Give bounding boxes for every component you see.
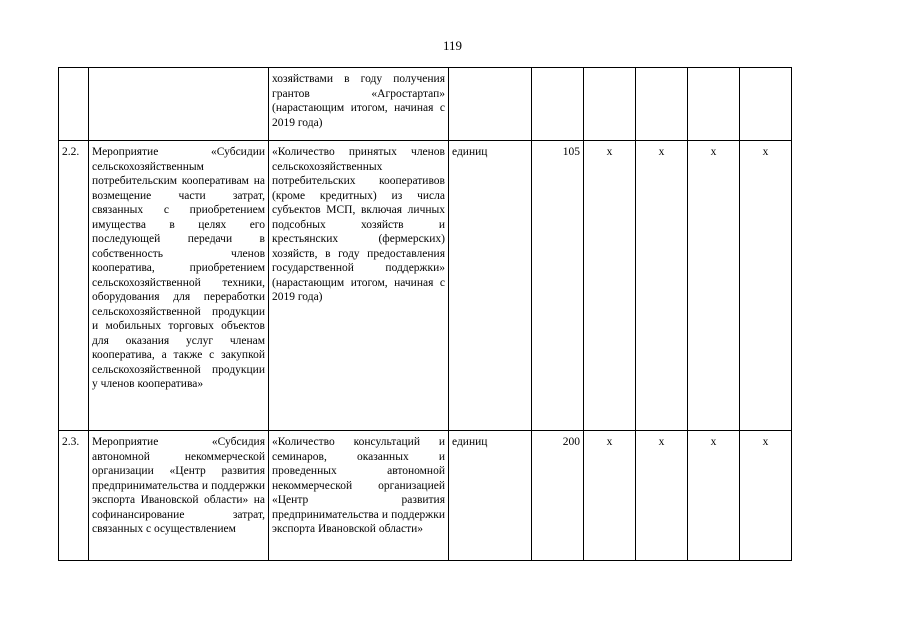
year-cell: х: [740, 431, 792, 561]
event-cell: Мероприятие «Субсидии сельскохозяйственным потребительским кооперативам на возмещение части затрат, связанных с приобретением имущества в целях его последующей передачи в собственность членов кооператива, приобретением сельскохозяйственной техники, оборудования для переработки сельскохозяйственной продукции и мобильных торговых объектов для оказания услуг членам кооператива, а также с закупкой сельскохозяйственной продукции у членов кооператива»: [89, 141, 269, 431]
year-cell: х: [636, 141, 688, 431]
year-cell: х: [584, 431, 636, 561]
table-row: [59, 68, 792, 141]
unit-cell: единиц: [449, 141, 532, 431]
row-number: 2.3.: [59, 431, 89, 561]
year-cell: х: [740, 141, 792, 431]
value-cell: 200: [532, 431, 584, 561]
row-number: [59, 68, 89, 141]
event-cell: [89, 68, 269, 141]
year-cell: [636, 68, 688, 141]
indicator-cell: хозяйствами в году получения грантов «Агростартап» (нарастающим итогом, начиная с 2019 года): [269, 68, 449, 141]
year-cell: х: [636, 431, 688, 561]
value-cell: 105: [532, 141, 584, 431]
table-row: [59, 431, 792, 561]
indicator-cell: «Количество консультаций и семинаров, оказанных и проведенных автономной некоммерческой организацией «Центр развития предпринимательства и поддержки экспорта Ивановской области»: [269, 431, 449, 561]
unit-cell: единиц: [449, 431, 532, 561]
indicators-table: [58, 67, 792, 561]
event-cell: Мероприятие «Субсидия автономной некоммерческой организации «Центр развития предпринимательства и поддержки экспорта Ивановской области» на софинансирование затрат, связанных с осуществлением: [89, 431, 269, 561]
value-cell: [532, 68, 584, 141]
year-cell: х: [688, 431, 740, 561]
table-row: [59, 141, 792, 431]
indicator-cell: «Количество принятых членов сельскохозяйственных потребительских кооперативов (кроме кредитных) из числа субъектов МСП, включая личных подсобных хозяйств и крестьянских (фермерских) хозяйств, в году предоставления государственной поддержки» (нарастающим итогом, начиная с 2019 года): [269, 141, 449, 431]
year-cell: х: [584, 141, 636, 431]
page-number: 119: [442, 38, 463, 53]
year-cell: [688, 68, 740, 141]
unit-cell: [449, 68, 532, 141]
year-cell: [584, 68, 636, 141]
year-cell: х: [688, 141, 740, 431]
year-cell: [740, 68, 792, 141]
row-number: 2.2.: [59, 141, 89, 431]
